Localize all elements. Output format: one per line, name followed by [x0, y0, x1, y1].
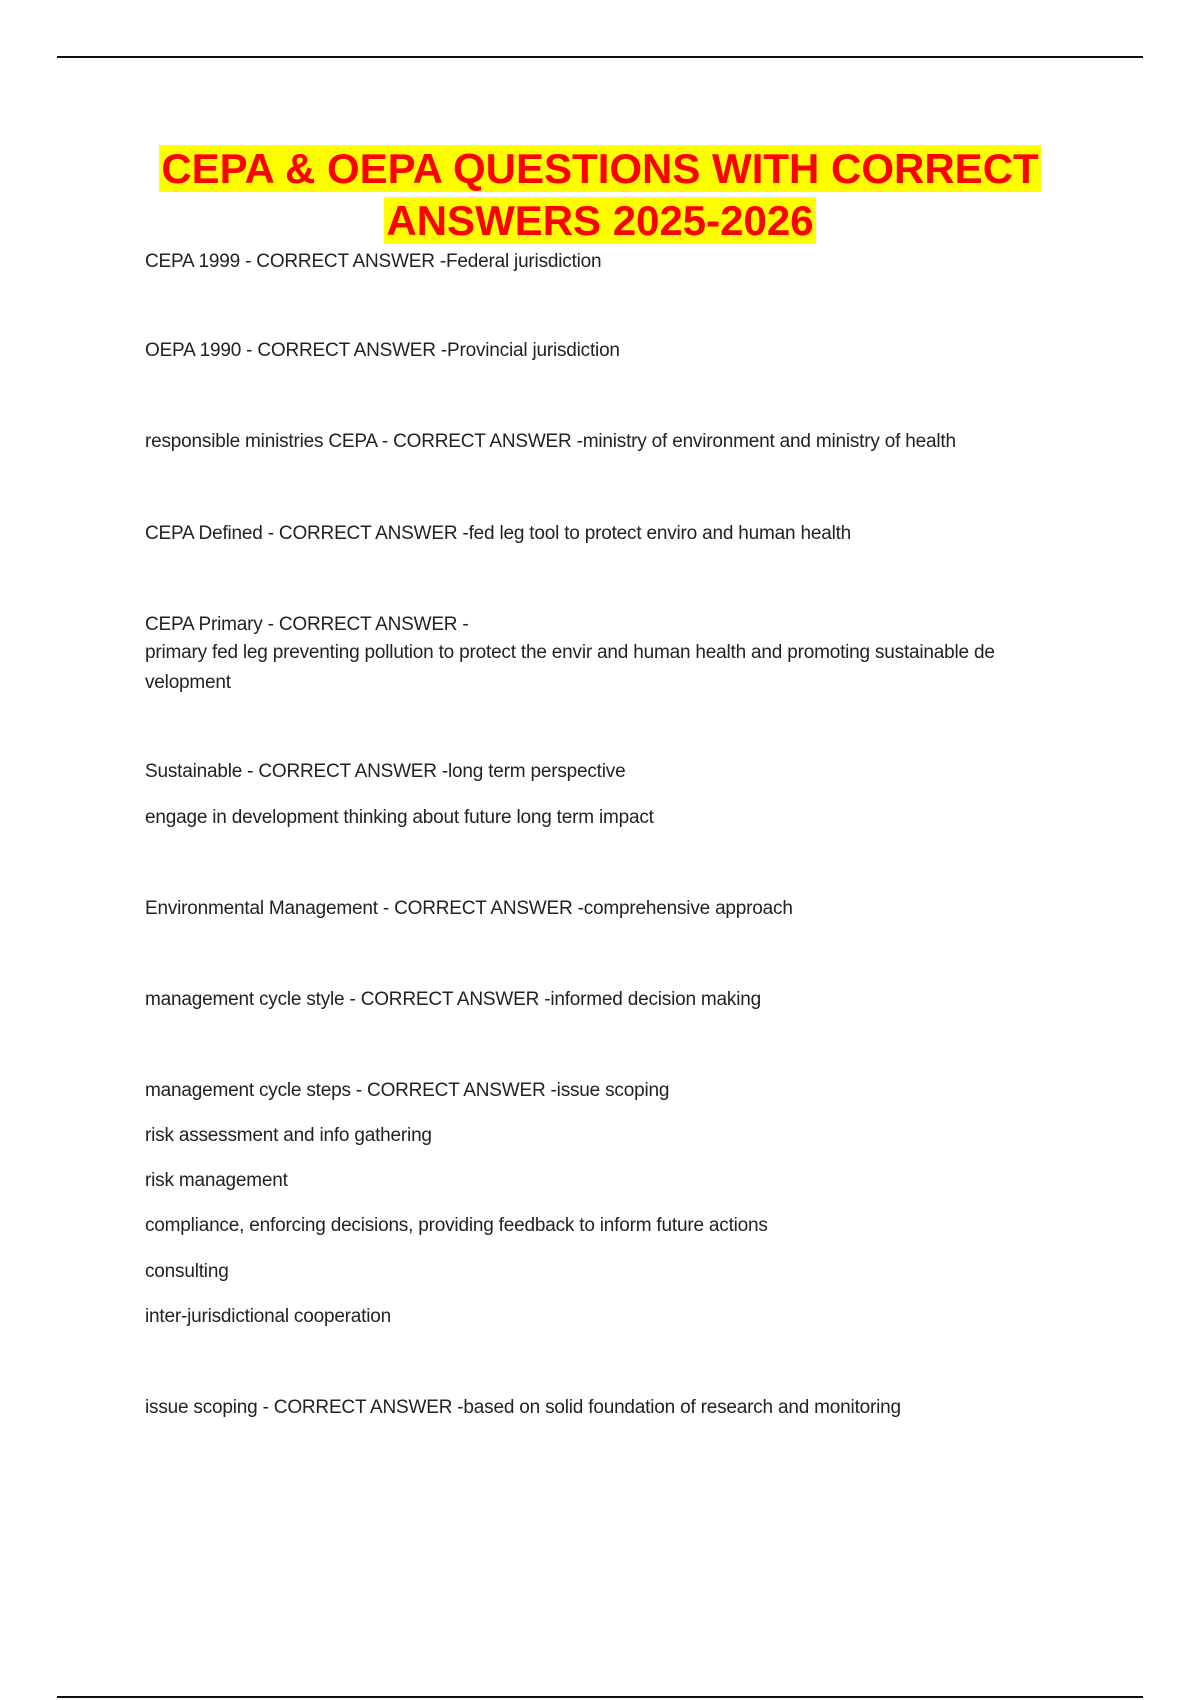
- qa-line: primary fed leg preventing pollution to protect the envir and human health and promoting sustainable de velopment: [145, 642, 995, 693]
- qa-line: compliance, enforcing decisions, providing feedback to inform future actions: [145, 1215, 768, 1236]
- qa-line: CEPA Defined - CORRECT ANSWER -fed leg tool to protect enviro and human health: [145, 523, 852, 544]
- top-rule: [57, 56, 1143, 58]
- title-line-2: ANSWERS 2025-2026: [386, 197, 814, 244]
- qa-line: CEPA Primary - CORRECT ANSWER -: [145, 614, 469, 635]
- qa-line: management cycle steps - CORRECT ANSWER -issue scoping: [145, 1080, 670, 1101]
- qa-line: responsible ministries CEPA - CORRECT ANSWER -ministry of environment and ministry of health: [145, 431, 956, 452]
- qa-line: CEPA 1999 - CORRECT ANSWER -Federal jurisdiction: [145, 251, 602, 272]
- qa-line: engage in development thinking about future long term impact: [145, 807, 654, 828]
- qa-line: Sustainable - CORRECT ANSWER -long term perspective: [145, 761, 626, 782]
- qa-line: management cycle style - CORRECT ANSWER -informed decision making: [145, 989, 761, 1010]
- qa-line: consulting: [145, 1261, 229, 1282]
- bottom-rule: [57, 1696, 1143, 1698]
- qa-line: issue scoping - CORRECT ANSWER -based on solid foundation of research and monitoring: [145, 1397, 901, 1418]
- title-line-1: CEPA & OEPA QUESTIONS WITH CORRECT: [161, 145, 1039, 192]
- qa-line: inter-jurisdictional cooperation: [145, 1306, 392, 1327]
- qa-line: OEPA 1990 - CORRECT ANSWER -Provincial jurisdiction: [145, 340, 620, 361]
- qa-line: risk assessment and info gathering: [145, 1125, 432, 1146]
- qa-line: risk management: [145, 1170, 288, 1191]
- qa-line: Environmental Management - CORRECT ANSWER -comprehensive approach: [145, 898, 793, 919]
- document-title: [140, 143, 1060, 247]
